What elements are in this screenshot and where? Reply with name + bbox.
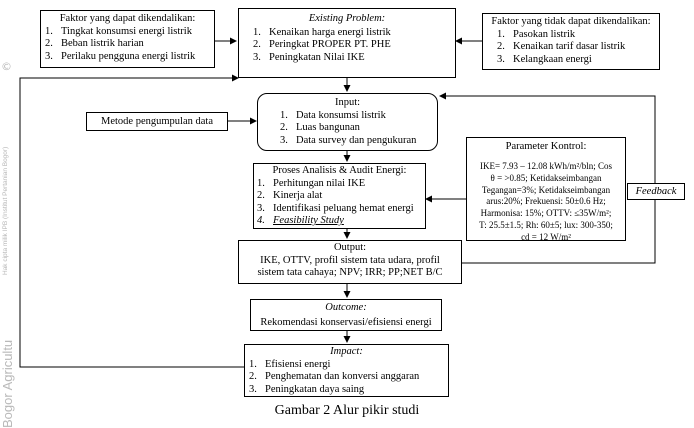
control-parameters-box (466, 137, 626, 241)
list-item: 2. Kenaikan tarif dasar listrik (497, 41, 626, 52)
list-item: 1. Perhitungan nilai IKE (257, 177, 366, 189)
control-parameter-line: Harmonisa: 15%; OTTV: ≤35W/m²; (480, 208, 612, 219)
outcome-text: Rekomendasi konservasi/efisiensi energi (260, 316, 432, 328)
list-item: 1. Efisiensi energi (249, 358, 331, 370)
controllable-factors-box (40, 10, 215, 68)
outcome-box (250, 299, 442, 331)
list-item: 2. Beban listrik harian (45, 38, 144, 49)
list-item: 3. Data survey dan pengukuran (280, 134, 417, 146)
impact-box (244, 344, 449, 397)
impact-list (249, 359, 444, 397)
watermark-small-text: Hak cipta milik IPB (Institut Pertanian Bogor) (2, 146, 9, 275)
list-item: 1. Tingkat konsumsi energi listrik (45, 25, 192, 37)
control-parameter-line: cd = 12 W/m² (521, 231, 571, 242)
list-item: 1. Kenaikan harga energi listrik (253, 26, 391, 38)
uncontrollable-factors-list (487, 29, 655, 67)
watermark-large-text: Bogor Agricultu (0, 339, 15, 428)
uncontrollable-factors-box (482, 13, 660, 70)
feedback-label: Feedback (635, 186, 677, 197)
uncontrollable-factors-title: Faktor yang tidak dapat dikendalikan: (491, 16, 651, 27)
output-box (238, 240, 462, 284)
list-item: 2. Kinerja alat (257, 190, 323, 201)
control-parameter-line: Tegangan=3%; Ketidakseimbangan (481, 184, 611, 195)
list-item: 3. Peningkatan Nilai IKE (253, 51, 365, 63)
data-collection-method-box (86, 112, 228, 131)
controllable-factors-list (45, 26, 210, 64)
data-collection-method-label: Metode pengumpulan data (101, 116, 213, 127)
outcome-title: Outcome: (325, 302, 367, 313)
copyright-symbol: © (1, 60, 12, 73)
process-list (257, 178, 422, 228)
control-parameter-line: IKE= 7.93 – 12.08 kWh/m²/bln; Cos (479, 161, 613, 171)
control-parameter-line: θ = >0.85; Ketidakseimbangan (490, 172, 602, 183)
existing-problem-list (253, 27, 441, 65)
input-title: Input: (334, 97, 361, 108)
list-item: 2. Peringkat PROPER PT. PHE (253, 39, 391, 50)
input-list (280, 110, 431, 148)
output-line: sistem tata cahaya; NPV; IRR; PP;NET B/C (257, 267, 443, 278)
existing-problem-title: Existing Problem: (308, 13, 386, 24)
list-item: 3. Identifikasi peluang hemat energi (257, 202, 414, 214)
list-item: 2. Luas bangunan (280, 122, 360, 133)
list-item: 3. Kelangkaan energi (497, 53, 592, 65)
list-item: 4. Feasibility Study (257, 215, 344, 226)
process-title: Proses Analisis & Audit Energi: (272, 165, 407, 176)
list-item: 2. Penghematan dan konversi anggaran (249, 371, 420, 382)
list-item: 3. Perilaku pengguna energi listrik (45, 50, 196, 62)
feedback-box (627, 183, 685, 200)
existing-problem-box (238, 8, 456, 78)
impact-title: Impact: (330, 346, 363, 357)
figure-caption: Gambar 2 Alur pikir studi (274, 403, 420, 418)
input-box (257, 93, 438, 151)
list-item: 1. Pasokan listrik (497, 28, 576, 40)
output-title: Output: (333, 242, 367, 253)
process-box (253, 163, 426, 229)
list-item: 1. Data konsumsi listrik (280, 109, 386, 121)
output-line: IKE, OTTV, profil sistem tata udara, profil (260, 254, 440, 266)
control-parameter-line: arus:20%; Frekuensi: 50±0.6 Hz; (486, 196, 606, 207)
control-parameter-line: T: 25.5±1.5; Rh: 60±5; lux: 300-350; (479, 219, 613, 230)
controllable-factors-title: Faktor yang dapat dikendalikan: (59, 13, 196, 24)
list-item: 3. Peningkatan daya saing (249, 383, 365, 395)
control-parameters-title: Parameter Kontrol: (505, 141, 587, 152)
